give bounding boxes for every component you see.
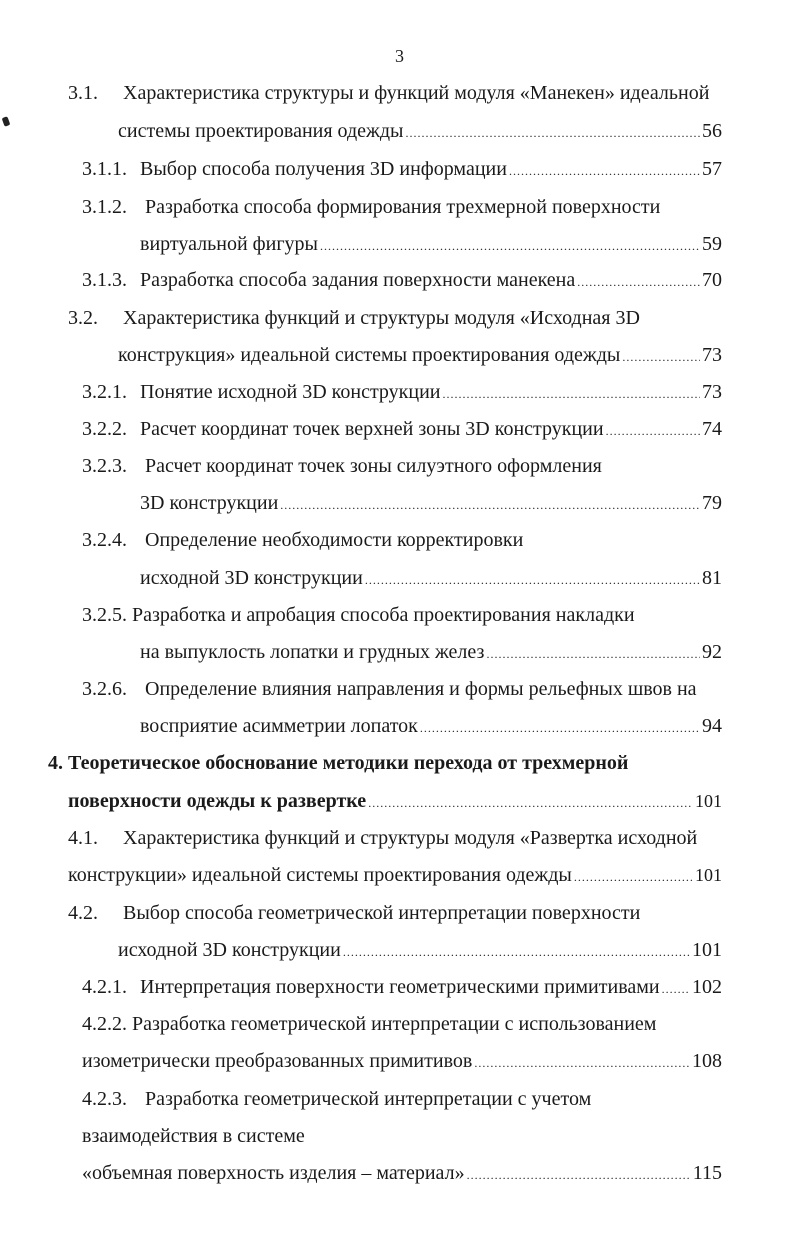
leader-dots xyxy=(622,342,700,372)
toc-entry-4-2-line1 xyxy=(68,898,728,928)
toc-entry-3-2-4-line1 xyxy=(82,525,722,555)
toc-entry-number: 3.2.2. xyxy=(82,418,127,440)
toc-entry-title-cont: на выпуклость лопатки и грудных желез xyxy=(140,641,485,663)
toc-entry-title-cont: системы проектирования одежды xyxy=(118,120,404,142)
toc-entry-number: 3.2.5. xyxy=(82,604,127,626)
leader-dots xyxy=(662,974,690,1004)
toc-entry-title: Понятие исходной 3D конструкции xyxy=(140,381,441,403)
toc-entry-3-2-2 xyxy=(82,414,722,444)
leader-dots xyxy=(420,713,700,743)
page-number: 3 xyxy=(395,46,404,66)
toc-entry-title-cont: исходной 3D конструкции xyxy=(140,567,363,589)
toc-entry-3-2-5-line2 xyxy=(140,637,722,667)
toc-entry-title: Выбор способа получения 3D информации xyxy=(140,158,507,180)
toc-entry-number: 4.2.2. xyxy=(82,1013,127,1035)
toc-entry-number: 3.2. xyxy=(68,307,98,329)
toc-entry-title: Расчет координат точек верхней зоны 3D конструкции xyxy=(140,418,604,440)
toc-page-number: 70 xyxy=(702,269,722,291)
toc-page-number: 115 xyxy=(692,1162,722,1184)
toc-entry-number: 4.2.3. xyxy=(82,1088,127,1110)
toc-page-number: 101 xyxy=(695,791,722,811)
leader-dots xyxy=(320,231,700,261)
toc-page-number: 74 xyxy=(702,418,722,440)
toc-entry-number: 4.2. xyxy=(68,902,98,924)
toc-entry-title: Определение необходимости корректировки xyxy=(145,529,524,551)
toc-entry-3-1-1 xyxy=(82,154,722,184)
toc-entry-4-2-2-line2 xyxy=(82,1046,722,1076)
toc-entry-title-cont: поверхности одежды к развертке xyxy=(68,790,367,812)
leader-dots xyxy=(443,379,701,409)
toc-page-number: 102 xyxy=(692,976,722,998)
scan-artifact-mark xyxy=(2,116,11,127)
toc-entry-4-1-line2 xyxy=(68,860,722,890)
toc-entry-title: Разработка способа задания поверхности манекена xyxy=(140,269,576,291)
toc-entry-title-cont: исходной 3D конструкции xyxy=(118,939,341,961)
toc-entry-4-2-line2 xyxy=(118,935,722,965)
toc-entry-number: 4. xyxy=(48,752,63,774)
toc-entry-title: Характеристика функций и структуры модуля «Исходная 3D xyxy=(123,307,640,329)
toc-entry-title-cont: изометрически преобразованных примитивов xyxy=(82,1050,473,1072)
toc-entry-title: Разработка геометрической интерпретации с использованием xyxy=(132,1013,657,1035)
leader-dots xyxy=(509,156,700,186)
toc-chapter-4-line2 xyxy=(68,786,722,816)
toc-page-number: 73 xyxy=(702,344,722,366)
leader-dots xyxy=(486,639,700,669)
leader-dots xyxy=(280,490,700,520)
toc-chapter-4-line1 xyxy=(48,748,728,778)
toc-entry-3-1-line2 xyxy=(118,116,722,146)
toc-entry-title: Разработка геометрической интерпретации с учетом xyxy=(145,1088,592,1110)
leader-dots xyxy=(343,937,690,967)
toc-page-number: 81 xyxy=(702,567,722,589)
toc-entry-3-2-line1 xyxy=(68,303,728,333)
toc-entry-4-2-3-line3 xyxy=(82,1158,722,1188)
toc-entry-number: 3.1.2. xyxy=(82,196,127,218)
toc-entry-3-2-3-line1 xyxy=(82,451,722,481)
toc-entry-title-cont: «объемная поверхность изделия – материал» xyxy=(82,1162,465,1184)
leader-dots xyxy=(574,862,693,892)
toc-entry-title: Характеристика функций и структуры модуля «Развертка исходной xyxy=(123,827,698,849)
toc-entry-4-2-3-line2 xyxy=(82,1121,722,1151)
toc-entry-3-1-2-line2 xyxy=(140,229,722,259)
leader-dots xyxy=(474,1048,690,1078)
toc-entry-title: Разработка способа формирования трехмерной поверхности xyxy=(145,196,661,218)
toc-entry-number: 4.1. xyxy=(68,827,98,849)
toc-entry-title-cont: взаимодействия в системе xyxy=(82,1125,305,1147)
toc-entry-title: Интерпретация поверхности геометрическими примитивами xyxy=(140,976,660,998)
toc-page-number: 57 xyxy=(702,158,722,180)
toc-entry-3-2-1 xyxy=(82,377,722,407)
toc-entry-3-2-4-line2 xyxy=(140,563,722,593)
toc-page-number: 56 xyxy=(702,120,722,142)
toc-entry-title-cont: 3D конструкции xyxy=(140,492,279,514)
toc-entry-number: 3.2.1. xyxy=(82,381,127,403)
toc-entry-3-2-5-line1 xyxy=(82,600,722,630)
toc-entry-3-1-3 xyxy=(82,265,722,295)
toc-entry-title-cont: конструкции» идеальной системы проектирования одежды xyxy=(68,864,572,886)
toc-entry-title: Определение влияния направления и формы рельефных швов на xyxy=(145,678,697,700)
toc-page-number: 101 xyxy=(695,865,722,885)
toc-page-number: 92 xyxy=(702,641,722,663)
toc-entry-title-cont: виртуальной фигуры xyxy=(140,233,318,255)
leader-dots xyxy=(606,416,700,446)
toc-entry-number: 3.1. xyxy=(68,82,98,104)
toc-entry-title-cont: конструкция» идеальной системы проектирования одежды xyxy=(118,344,621,366)
toc-page-number: 108 xyxy=(692,1050,722,1072)
toc-entry-3-2-6-line2 xyxy=(140,711,722,741)
toc-entry-title: Характеристика структуры и функций модуля «Манекен» идеальной xyxy=(123,82,710,104)
toc-entry-4-1-line1 xyxy=(68,823,728,853)
leader-dots xyxy=(365,565,700,595)
toc-entry-number: 3.2.3. xyxy=(82,455,127,477)
toc-entry-number: 3.1.1. xyxy=(82,158,127,180)
toc-page-number: 59 xyxy=(702,233,722,255)
leader-dots xyxy=(467,1160,691,1190)
toc-entry-title: Разработка и апробация способа проектирования накладки xyxy=(132,604,635,626)
toc-entry-3-1-2-line1 xyxy=(82,192,722,222)
toc-entry-4-2-2-line1 xyxy=(82,1009,722,1039)
toc-entry-number: 3.1.3. xyxy=(82,269,127,291)
toc-page-number: 79 xyxy=(702,492,722,514)
toc-entry-3-2-3-line2 xyxy=(140,488,722,518)
toc-entry-4-2-1 xyxy=(82,972,722,1002)
toc-entry-4-2-3-line1 xyxy=(82,1084,722,1114)
leader-dots xyxy=(368,788,693,818)
toc-entry-3-2-6-line1 xyxy=(82,674,722,704)
toc-entry-title: Расчет координат точек зоны силуэтного оформления xyxy=(145,455,602,477)
toc-entry-title: Теоретическое обоснование методики перехода от трехмерной xyxy=(68,752,629,774)
leader-dots xyxy=(577,267,700,297)
toc-page-number: 73 xyxy=(702,381,722,403)
toc-entry-number: 4.2.1. xyxy=(82,976,127,998)
toc-entry-title-cont: восприятие асимметрии лопаток xyxy=(140,715,418,737)
toc-page-number: 101 xyxy=(692,939,722,961)
toc-entry-3-1-line1 xyxy=(68,78,728,108)
toc-entry-title: Выбор способа геометрической интерпретации поверхности xyxy=(123,902,641,924)
leader-dots xyxy=(405,118,700,148)
toc-entry-number: 3.2.6. xyxy=(82,678,127,700)
toc-entry-3-2-line2 xyxy=(118,340,722,370)
toc-entry-number: 3.2.4. xyxy=(82,529,127,551)
toc-page-number: 94 xyxy=(702,715,722,737)
